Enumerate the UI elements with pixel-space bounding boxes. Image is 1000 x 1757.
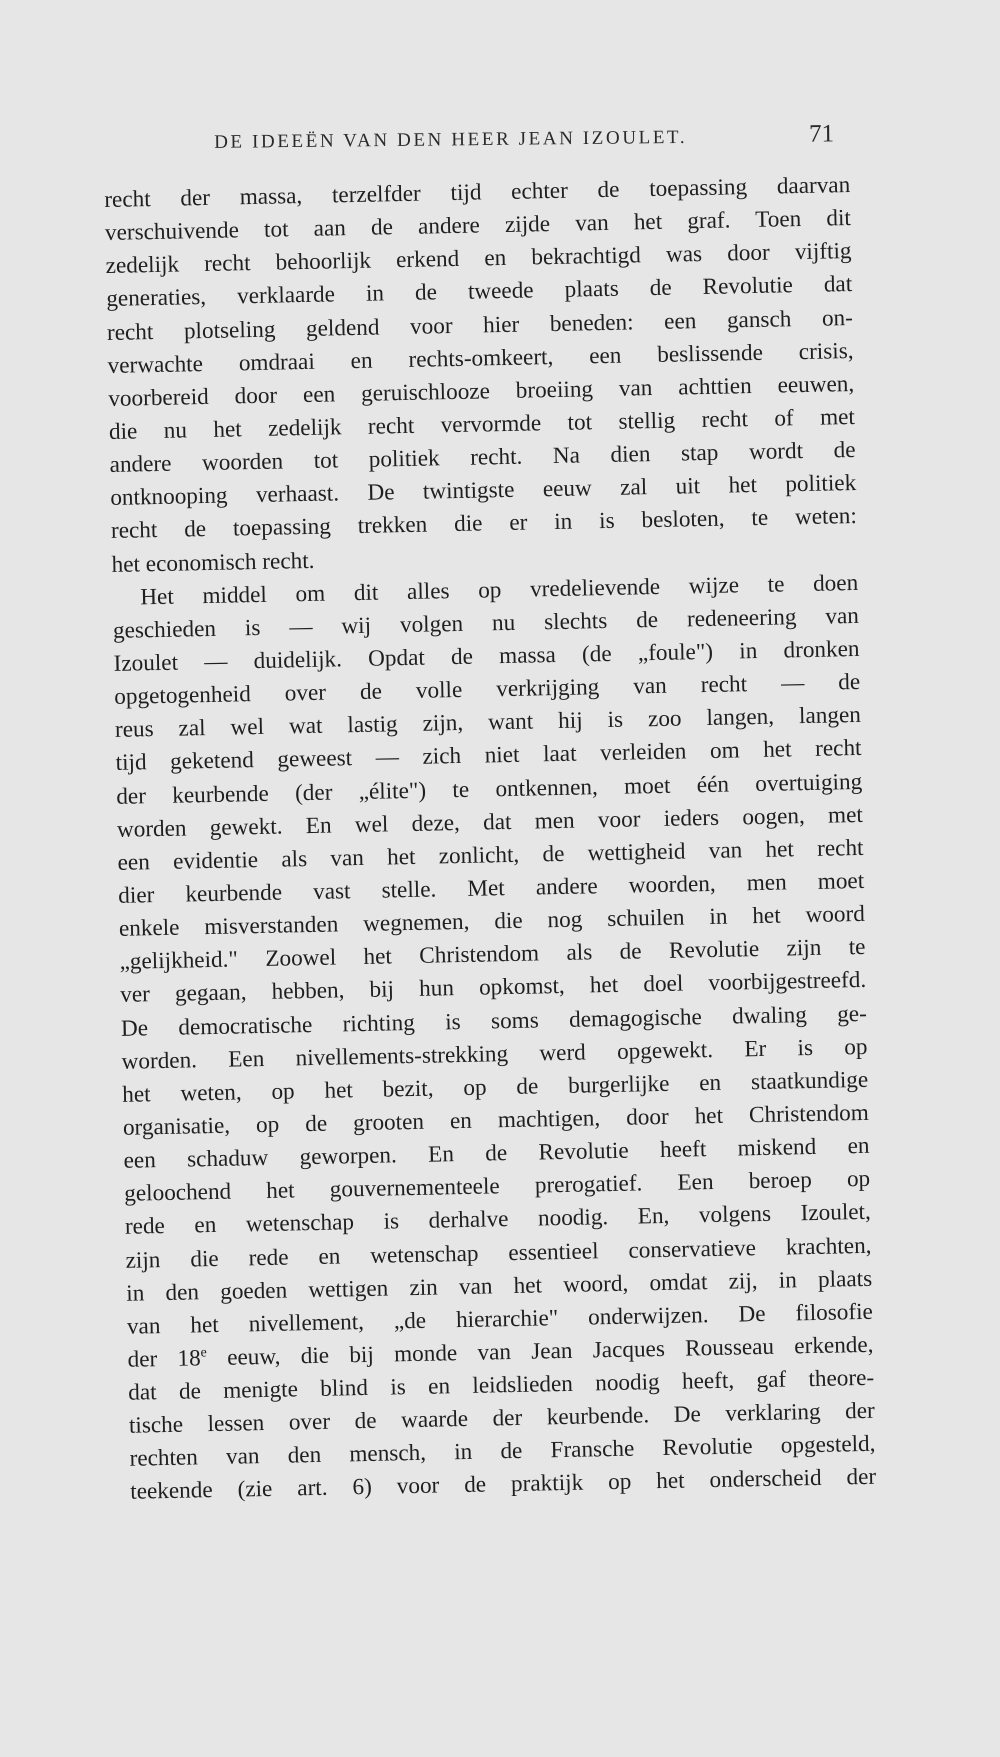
text-line: het weten, op het bezit, op de burgerlijke en staatkundige	[122, 1066, 869, 1108]
text-line: „gelijkheid." Zoowel het Christendom als de Revolutie zijn te	[119, 934, 866, 976]
text-line: recht de toepassing trekken die er in is besloten, te weten:	[110, 503, 858, 545]
text-line: van het nivellement, „de hierarchie" onderwijzen. De filosofie	[126, 1298, 874, 1340]
text-line: tijd geketend geweest — zich niet laat verleiden om het recht	[115, 735, 862, 777]
text-line: geloochend het gouvernementeele prerogatief. Een beroep op	[124, 1166, 871, 1208]
line-start: der 18	[127, 1345, 201, 1373]
body-text	[104, 169, 876, 1509]
text-line: worden. Een nivellements-strekking werd opgewekt. Er is op	[121, 1033, 868, 1075]
text-line: rechten van den mensch, in de Fransche Revolutie opgesteld,	[129, 1431, 876, 1473]
text-line: een evidentie als van het zonlicht, de wettigheid van het recht	[117, 834, 864, 876]
text-line: Het middel om dit alles op vredelievende wijze te doen	[140, 569, 859, 611]
text-line: een schaduw geworpen. En de Revolutie heeft miskend en	[123, 1132, 870, 1174]
text-line: dier keurbende vast stelle. Met andere woorden, men moet	[118, 867, 865, 909]
text-line: in den goeden wettigen zin van het woord, omdat zij, in plaats	[126, 1265, 873, 1307]
text-line: rede en wetenschap is derhalve noodig. En, volgens Izoulet,	[124, 1199, 872, 1241]
running-title: DE IDEEËN VAN DEN HEER JEAN IZOULET.	[214, 126, 688, 153]
text-line: dat de menigte blind is en leidslieden noodig heeft, gaf theore-	[128, 1364, 875, 1406]
superscript: e	[200, 1345, 207, 1361]
text-line: die nu het zedelijk recht vervormde tot stellig recht of met	[108, 403, 856, 445]
text-line: recht plotseling geldend voor hier beneden: een gansch on-	[106, 304, 854, 346]
text-line: der keurbende (der „élite") te ontkennen, moet één overtuiging	[116, 768, 863, 810]
text-line: ver gegaan, hebben, bij hun opkomst, het doel voorbijgestreefd.	[120, 967, 867, 1009]
running-head	[104, 120, 835, 168]
text-line: reus zal wel wat lastig zijn, want hij is zoo langen, langen	[114, 702, 862, 744]
text-line: tische lessen over de waarde der keurbende. De verklaring der	[128, 1397, 876, 1439]
text-line: het economisch recht.	[111, 547, 315, 578]
text-line: verwachte omdraai en rechts-omkeert, een beslissende crisis,	[107, 337, 854, 379]
text-line: teekende (zie art. 6) voor de praktijk op het onderscheid der	[130, 1464, 877, 1506]
text-line: worden gewekt. En wel deze, dat men voor ieders oogen, met	[116, 801, 864, 843]
text-line: verschuivende tot aan de andere zijde van het graf. Toen dit	[104, 205, 852, 247]
text-line: geschieden is — wij volgen nu slechts de redeneering van	[112, 602, 860, 644]
text-line: De democratische richting is soms demagogische dwaling ge-	[120, 1000, 868, 1042]
text-line: generaties, verklaarde in de tweede plaats de Revolutie dat	[106, 271, 853, 313]
text-line: ontknooping verhaast. De twintigste eeuw zal uit het politiek	[110, 470, 857, 512]
page-number: 71	[808, 120, 835, 148]
text-line: enkele misverstanden wegnemen, die nog schuilen in het woord	[118, 900, 866, 942]
text-line: zedelijk recht behoorlijk erkend en bekrachtigd was door vijftig	[105, 238, 852, 280]
text-line: andere woorden tot politiek recht. Na dien stap wordt de	[109, 437, 856, 479]
text-line: voorbereid door een geruischlooze broeiing van achttien eeuwen,	[108, 370, 855, 412]
text-line: zijn die rede en wetenschap essentieel conservatieve krachten,	[125, 1232, 872, 1274]
text-line: Izoulet — duidelijk. Opdat de massa (de „foule") in dronken	[113, 635, 860, 677]
text-line: recht der massa, terzelfder tijd echter de toepassing daarvan	[104, 172, 851, 213]
text-line: opgetogenheid over de volle verkrijging van recht — de	[114, 669, 861, 711]
line-rest: eeuw, die bij monde van Jean Jacques Rousseau erkende,	[206, 1331, 874, 1372]
text-line: organisatie, op de grooten en machtigen, door het Christendom	[122, 1099, 870, 1141]
